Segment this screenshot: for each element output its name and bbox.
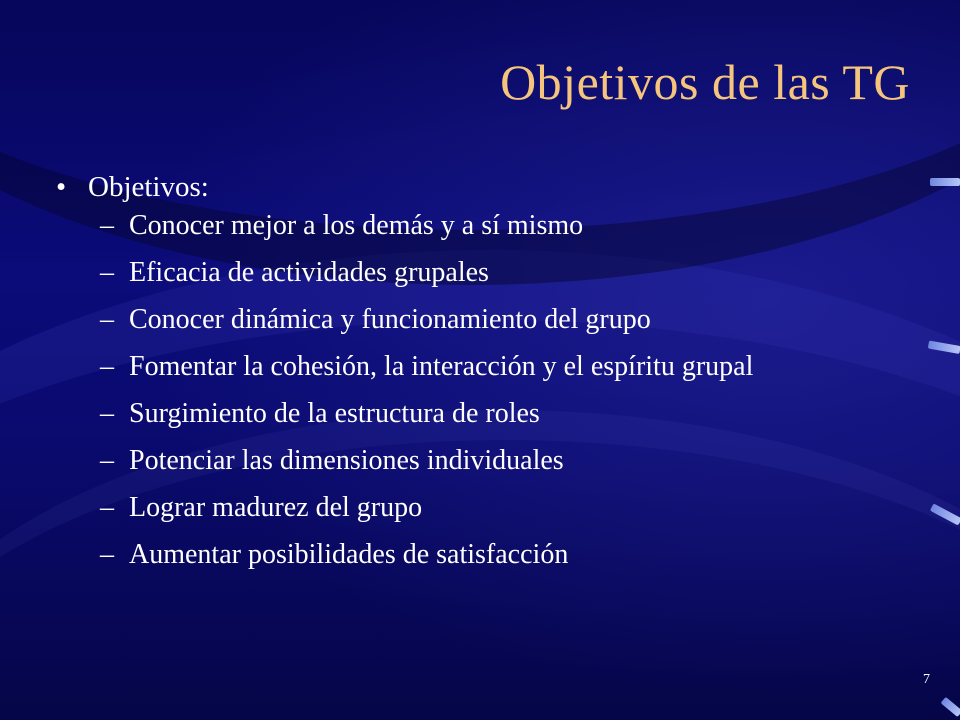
- accent-tick: [930, 178, 960, 186]
- main-bullet: [52, 164, 892, 210]
- sub-bullet-text: Fomentar la cohesión, la interacción y el espíritu grupal: [129, 351, 754, 382]
- edge-accent-marks: [920, 150, 960, 720]
- sub-bullet-text: Potenciar las dimensiones individuales: [129, 445, 564, 476]
- sub-bullet-text: Lograr madurez del grupo: [129, 492, 423, 523]
- sub-bullet-text: Eficacia de actividades grupales: [129, 257, 489, 288]
- sub-bullet-text: Surgimiento de la estructura de roles: [129, 398, 540, 429]
- bullet-icon: •: [56, 171, 67, 203]
- dash-icon: –: [100, 398, 114, 429]
- dash-icon: –: [100, 257, 114, 288]
- sub-bullet: [100, 492, 892, 523]
- slide-title: Objetivos de las TG: [500, 54, 910, 110]
- dash-icon: –: [100, 445, 114, 476]
- slide-content: [52, 164, 892, 586]
- sub-bullet: [100, 304, 892, 335]
- main-bullet-text: Objetivos:: [88, 171, 209, 203]
- dash-icon: –: [100, 210, 114, 241]
- dash-icon: –: [100, 492, 114, 523]
- dash-icon: –: [100, 539, 114, 570]
- sub-bullet: [100, 210, 892, 241]
- sub-bullet-text: Conocer dinámica y funcionamiento del grupo: [129, 304, 651, 335]
- sub-bullet: [100, 351, 892, 382]
- dash-icon: –: [100, 351, 114, 382]
- sub-bullet: [100, 539, 892, 570]
- sub-bullet: [100, 257, 892, 288]
- sub-bullet: [100, 398, 892, 429]
- dash-icon: –: [100, 304, 114, 335]
- accent-tick: [928, 341, 960, 354]
- page-number: 7: [923, 672, 930, 687]
- accent-tick: [930, 503, 960, 525]
- accent-tick: [941, 697, 960, 717]
- sub-bullet-text: Conocer mejor a los demás y a sí mismo: [129, 210, 584, 241]
- sub-bullet-text: Aumentar posibilidades de satisfacción: [129, 539, 569, 570]
- sub-bullet: [100, 445, 892, 476]
